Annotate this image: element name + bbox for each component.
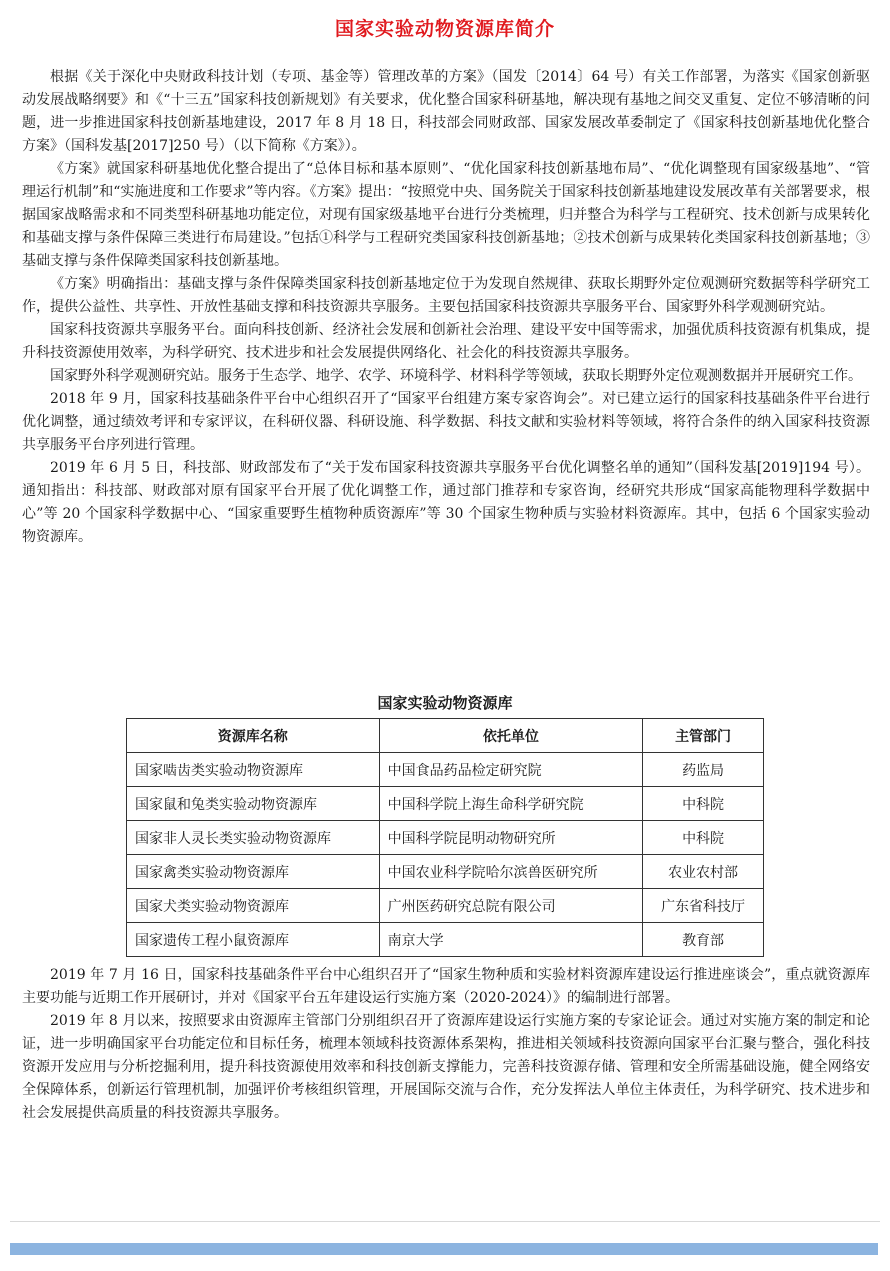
paragraph: 根据《关于深化中央财政科技计划（专项、基金等）管理改革的方案》（国发〔2014〕64 号）有关工作部署，为落实《国家创新驱动发展战略纲要》和《“十三五”国家科技创新规划》有关要求，优化整合国家科研基地，解决现有基地之间交叉重复、定位不够清晰的问题，进一步推进国家科技创新基地建设，2017 年 8 月 18 日，科技部会同财政部、国家发展改革委制定了《国家科技创新基地优化整合方案》（国科发基[2017]250 号）（以下简称《方案》）。: [22, 69, 870, 154]
footer-bar: [10, 1243, 878, 1255]
column-header-unit: 依托单位: [379, 719, 643, 753]
cell-department: 农业农村部: [643, 855, 764, 889]
table-row: [127, 821, 764, 855]
paragraph: 《方案》明确指出：基础支撑与条件保障类国家科技创新基地定位于为发现自然规律、获取长期野外定位观测研究数据等科学研究工作，提供公益性、共享性、开放性基础支撑和科技资源共享服务。主要包括国家科技资源共享服务平台、国家野外科学观测研究站。: [22, 276, 870, 315]
table-row: [127, 923, 764, 957]
cell-department: 教育部: [643, 923, 764, 957]
table-row: [127, 855, 764, 889]
paragraph: 2019 年 6 月 5 日，科技部、财政部发布了“关于发布国家科技资源共享服务平台优化调整名单的通知”（国科发基[2019]194 号）。通知指出：科技部、财政部对原有国家平台开展了优化调整工作，通过部门推荐和专家咨询，经研究共形成“国家高能物理科学数据中心”等 20 个国家科学数据中心、“国家重要野生植物种质资源库”等 30 个国家生物种质与实验材料资源库。其中，包括 6 个国家实验动物资源库。: [22, 460, 870, 545]
cell-name: 国家遗传工程小鼠资源库: [127, 923, 380, 957]
paragraph: 2019 年 7 月 16 日，国家科技基础条件平台中心组织召开了“国家生物种质和实验材料资源库建设运行推进座谈会”，重点就资源库主要功能与近期工作开展研讨，并对《国家平台五年建设运行实施方案（2020-2024）》的编制进行部署。: [22, 967, 870, 1006]
cell-unit: 南京大学: [379, 923, 643, 957]
cell-department: 中科院: [643, 787, 764, 821]
paragraph: 国家野外科学观测研究站。服务于生态学、地学、农学、环境科学、材料科学等领域，获取长期野外定位观测数据并开展研究工作。: [50, 368, 862, 384]
cell-department: 药监局: [643, 753, 764, 787]
cell-unit: 中国食品药品检定研究院: [379, 753, 643, 787]
page-title: 国家实验动物资源库简介: [334, 18, 555, 40]
paragraph: 2018 年 9 月，国家科技基础条件平台中心组织召开了“国家平台组建方案专家咨询会”。对已建立运行的国家科技基础条件平台进行优化调整，通过绩效考评和专家评议，在科研仪器、科研设施、科学数据、科技文献和实验材料等领域，将符合条件的纳入国家科技资源共享服务平台序列进行管理。: [22, 391, 870, 453]
cell-unit: 广州医药研究总院有限公司: [379, 889, 643, 923]
table-row: [127, 889, 764, 923]
column-header-name: 资源库名称: [127, 719, 380, 753]
table-row: [127, 787, 764, 821]
resource-table: [126, 718, 764, 957]
article-body-bottom: [22, 964, 870, 1125]
cell-unit: 中国农业科学院哈尔滨兽医研究所: [379, 855, 643, 889]
cell-name: 国家禽类实验动物资源库: [127, 855, 380, 889]
paragraph: 国家科技资源共享服务平台。面向科技创新、经济社会发展和创新社会治理、建设平安中国等需求，加强优质科技资源有机集成，提升科技资源使用效率，为科学研究、技术进步和社会发展提供网络化、社会化的科技资源共享服务。: [22, 322, 870, 361]
paragraph: 《方案》就国家科研基地优化整合提出了“总体目标和基本原则”、“优化国家科技创新基地布局”、“优化调整现有国家级基地”、“管理运行机制”和“实施进度和工作要求”等内容。《方案》提出：“按照党中央、国务院关于国家科技创新基地建设发展改革有关部署要求，根据国家战略需求和不同类型科研基地功能定位，对现有国家级基地平台进行分类梳理，归并整合为科学与工程研究、技术创新与成果转化和基础支撑与条件保障三类进行布局建设。”包括①科学与工程研究类国家科技创新基地；②技术创新与成果转化类国家科技创新基地；③基础支撑与条件保障类国家科技创新基地。: [22, 161, 870, 269]
cell-name: 国家鼠和兔类实验动物资源库: [127, 787, 380, 821]
cell-department: 广东省科技厅: [643, 889, 764, 923]
cell-unit: 中国科学院昆明动物研究所: [379, 821, 643, 855]
column-header-department: 主管部门: [643, 719, 764, 753]
cell-name: 国家啮齿类实验动物资源库: [127, 753, 380, 787]
cell-unit: 中国科学院上海生命科学研究院: [379, 787, 643, 821]
cell-name: 国家犬类实验动物资源库: [127, 889, 380, 923]
cell-department: 中科院: [643, 821, 764, 855]
footer-divider: [10, 1221, 880, 1222]
article-body-top: [22, 66, 870, 549]
paragraph: 2019 年 8 月以来，按照要求由资源库主管部门分别组织召开了资源库建设运行实施方案的专家论证会。通过对实施方案的制定和论证，进一步明确国家平台功能定位和目标任务，梳理本领域科技资源体系架构，推进相关领域科技资源向国家平台汇聚与整合，强化科技资源开发应用与分析挖掘利用，提升科技资源使用效率和科技创新支撑能力，完善科技资源存储、管理和安全所需基础设施，健全网络安全保障体系，创新运行管理机制，加强评价考核组织管理，开展国际交流与合作，充分发挥法人单位主体责任，为科学研究、技术进步和社会发展提供高质量的科技资源共享服务。: [22, 1013, 870, 1121]
table-row: [127, 753, 764, 787]
table-caption: 国家实验动物资源库: [377, 694, 513, 712]
table-header-row: [127, 719, 764, 753]
cell-name: 国家非人灵长类实验动物资源库: [127, 821, 380, 855]
